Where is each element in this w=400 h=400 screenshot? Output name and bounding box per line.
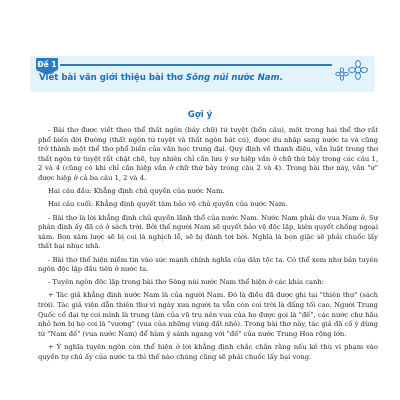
guide-heading: Gợi ý bbox=[187, 110, 213, 120]
guide-content bbox=[38, 126, 378, 366]
header-divider bbox=[60, 64, 332, 66]
paragraph-declaration-aspects: - Tuyên ngôn độc lập trong bài thơ Sông núi nước Nam thể hiện ở các khía cạnh: bbox=[48, 278, 324, 287]
exercise-title-work: Sông núi nước Nam bbox=[185, 73, 280, 83]
paragraph-aspect-one: + Tác giả khẳng định nước Nam là của người Nam. Đó là điều đã được ghi tại "thiên thư" (sách trời). Tác giả viện dẫn thiên thư vì ngày xưa người ta vẫn còn coi trời là đấng tối cao. Người Trung Quốc cổ đại tự coi mình là trung tâm của vũ trụ nên vua của họ được gọi là "đế", các nước chư hầu nhỏ hơn bị họ coi là "vương" (vua của những vùng đất nhỏ). Trong bài thơ này, tác giả đã cố ý dùng từ "Nam đế" (vua nước Nam) để hàm ý sánh ngang với "đế" của nước Trung Hoa rộng lớn. bbox=[38, 291, 378, 338]
paragraph-sovereignty: - Bài thơ là lời khẳng định chủ quyền lãnh thổ của nước Nam. Nước Nam phải do vua Nam ở. Sự phân định ấy đã có ở sách trời. Bởi thế người Nam sẽ quyết bảo vệ độc lập, kiên quyết chống ngoại xâm. Bọn xâm lược sẽ bị coi là nghịch lỗ, sẽ bị đánh tơi bời. Nghĩa là bọn giặc sẽ phải chuốc lấy thất bại nhục nhã. bbox=[38, 213, 378, 251]
exercise-number-badge: Đề 1 bbox=[37, 59, 57, 69]
paragraph-aspect-two: + Ý nghĩa tuyên ngôn còn thể hiện ở lời khẳng định chắc chắn rằng nếu kẻ thù vi phạm vào quyền tự chủ ấy của nước ta thì thế nào chúng cũng sẽ phải chuốc lấy bại vong. bbox=[38, 343, 378, 361]
paragraph-belief: - Bài thơ thể hiện niềm tin vào sức mạnh chính nghĩa của dân tộc ta. Có thể xem như bản tuyên ngôn độc lập đầu tiên ở nước ta. bbox=[38, 255, 378, 274]
paragraph-last-couplet: Hai câu cuối: Khẳng định quyết tâm bảo vệ chủ quyền của nước Nam. bbox=[48, 200, 288, 209]
exercise-title bbox=[39, 73, 283, 83]
exercise-title-suffix: . bbox=[279, 73, 283, 83]
paragraph-first-couplet: Hai câu đầu: Khẳng định chủ quyền của nước Nam. bbox=[48, 187, 225, 196]
exercise-title-prefix: Viết bài văn giới thiệu bài thơ bbox=[39, 73, 186, 83]
paragraph-form: - Bài thơ được viết theo thể thất ngôn (bảy chữ) tứ tuyệt (bốn câu), một trong hai thể thơ rất phổ biến đời Đường (thất ngôn tứ tuyệt và thất ngôn bát cú), được du nhập sang nước ta và cũng trở thành một thể thơ phổ biến của văn học trung đại. Quy định về thanh điệu, vần luật trong thơ thất ngôn tứ tuyệt rất chặt chẽ, tuy nhiên chỉ cần lưu ý sự hiệp vần ở chữ thứ bảy trong các câu 1, 2 và 4 (cũng có khi chỉ cần hiệp vần ở chữ thứ bảy trong câu 2 và 4). Trong bài thơ này, vần "ư" được hiệp ở cả ba câu 1, 2 và 4. bbox=[38, 126, 378, 182]
flower-decoration-icon bbox=[334, 58, 370, 82]
